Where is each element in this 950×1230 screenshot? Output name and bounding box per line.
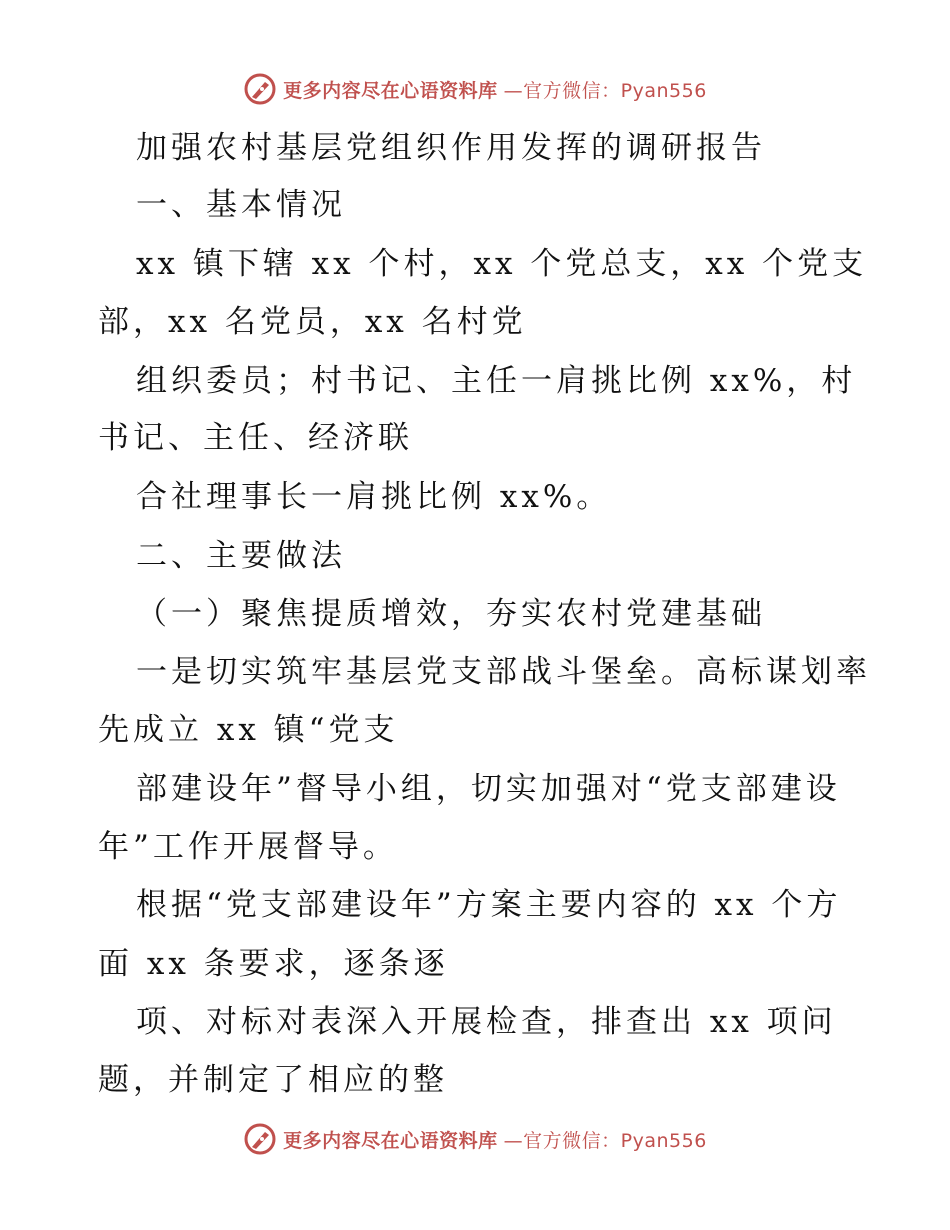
footer-watermark xyxy=(0,1122,950,1156)
watermark-main-text: 更多内容尽在心语资料库 xyxy=(283,1129,498,1152)
watermark-sub-text: —官方微信：Pyan556 xyxy=(503,1129,707,1152)
document-title: 加强农村基层党组织作用发挥的调研报告 xyxy=(136,130,766,166)
paragraph-line: 部建设年”督导小组，切实加强对“党支部建设 xyxy=(136,771,841,807)
paragraph-line: 一是切实筑牢基层党支部战斗堡垒。高标谋划率 xyxy=(136,654,871,690)
header-watermark xyxy=(0,72,950,106)
watermark-main-text: 更多内容尽在心语资料库 xyxy=(283,79,498,102)
paragraph-line: 组织委员；村书记、主任一肩挑比例 xx%，村 xyxy=(136,363,857,399)
watermark-sub-text: —官方微信：Pyan556 xyxy=(503,79,707,102)
paragraph-line: 面 xx 条要求，逐条逐 xyxy=(98,946,449,982)
paragraph-line: xx 镇下辖 xx 个村，xx 个党总支，xx 个党支 xyxy=(136,246,868,282)
paragraph-line: 部，xx 名党员，xx 名村党 xyxy=(98,304,527,340)
paragraph-line: 合社理事长一肩挑比例 xx%。 xyxy=(136,479,612,515)
section-heading: 一、基本情况 xyxy=(136,187,346,223)
paragraph-line: 先成立 xx 镇“党支 xyxy=(98,712,399,748)
section-heading: 二、主要做法 xyxy=(136,538,346,574)
pen-logo-icon xyxy=(243,72,277,106)
paragraph-line: 书记、主任、经济联 xyxy=(98,420,413,456)
subsection-heading: （一）聚焦提质增效，夯实农村党建基础 xyxy=(136,596,766,632)
paragraph-line: 根据“党支部建设年”方案主要内容的 xx 个方 xyxy=(136,887,842,923)
paragraph-line: 年”工作开展督导。 xyxy=(98,829,398,865)
paragraph-line: 项、对标对表深入开展检查，排查出 xx 项问 xyxy=(136,1004,837,1040)
pen-logo-icon xyxy=(243,1122,277,1156)
paragraph-line: 题，并制定了相应的整 xyxy=(98,1062,448,1098)
